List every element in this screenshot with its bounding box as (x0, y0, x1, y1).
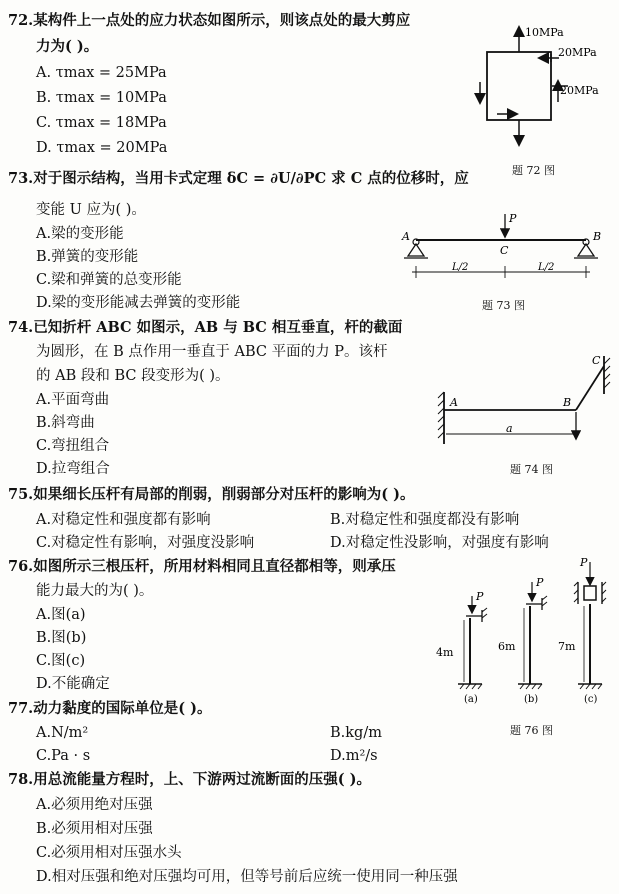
q75-option-b: B.对稳定性和强度都没有影响 (330, 512, 520, 528)
q73-stem-line2: 变能 U 应为( )。 (36, 202, 146, 218)
stress-element-square (487, 52, 551, 120)
q73-option-c: C.梁和弹簧的总变形能 (36, 272, 182, 288)
q72-option-d: D. τmax = 20MPa (36, 140, 168, 156)
q76-label-p-a: P (476, 590, 484, 603)
q72-stem-line2: 力为( )。 (36, 38, 99, 55)
q76-label-4m: 4m (436, 646, 454, 659)
q72-stress-element-figure (470, 22, 610, 152)
q77-option-c: C.Pa · s (36, 748, 91, 764)
q78-stem-line1: 78.用总流能量方程时，上、下游两过流断面的压强( )。 (8, 771, 371, 788)
q72-option-a: A. τmax = 25MPa (36, 65, 167, 81)
q73-label-a: A (402, 230, 410, 243)
q76-label-p-c: P (580, 556, 588, 569)
q73-label-p: P (509, 212, 517, 225)
q72-label-20mpa-top: 20MPa (558, 46, 597, 59)
q77-option-b: B.kg/m (330, 725, 382, 741)
q76-option-d: D.不能确定 (36, 676, 110, 692)
q77-option-a: A.N/m² (36, 725, 89, 741)
q73-option-b: B.弹簧的变形能 (36, 249, 139, 265)
q75-stem-line1: 75.如果细长压杆有局部的削弱，削弱部分对压杆的影响为( )。 (8, 486, 415, 503)
q74-label-c: C (592, 354, 601, 367)
q76-figure-caption: 题 76 图 (510, 724, 553, 737)
q72-stem-line1: 72.某构件上一点处的应力状态如图所示，则该点处的最大剪应 (8, 12, 411, 29)
q73-option-d: D.梁的变形能减去弹簧的变形能 (36, 295, 241, 311)
q76-label-c: (c) (584, 694, 598, 705)
q78-option-b: B.必须用相对压强 (36, 821, 153, 837)
q74-label-length-a: a (506, 422, 513, 435)
q73-figure-caption: 题 73 图 (482, 299, 525, 312)
q74-option-d: D.拉弯组合 (36, 461, 110, 477)
q76-columns-figure (430, 556, 610, 706)
q76-stem-line1: 76.如图所示三根压杆，所用材料相同且直径都相等，则承压 (8, 558, 396, 575)
q76-option-b: B.图(b) (36, 630, 87, 646)
q74-stem-line3: 的 AB 段和 BC 段变形为( )。 (36, 368, 230, 384)
q76-label-7m: 7m (558, 640, 576, 653)
q75-option-d: D.对稳定性没影响，对强度有影响 (330, 535, 549, 551)
q76-option-a: A.图(a) (36, 607, 86, 623)
q74-stem-line2: 为圆形，在 B 点作用一垂直于 ABC 平面的力 P。该杆 (36, 344, 388, 360)
q76-label-6m: 6m (498, 640, 516, 653)
q76-label-b: (b) (524, 694, 539, 705)
q76-stem-line2: 能力最大的为( )。 (36, 583, 154, 599)
q73-label-b: B (593, 230, 602, 243)
q76-label-p-b: P (536, 576, 544, 589)
q78-option-c: C.必须用相对压强水头 (36, 845, 182, 861)
q73-label-half2: L/2 (538, 262, 555, 273)
q72-option-b: B. τmax = 10MPa (36, 90, 167, 106)
q74-option-c: C.弯扭组合 (36, 438, 110, 454)
q74-figure-caption: 题 74 图 (510, 463, 553, 476)
q77-stem-line1: 77.动力黏度的国际单位是( )。 (8, 700, 212, 717)
q74-option-a: A.平面弯曲 (36, 392, 110, 408)
q73-stem-line1: 73.对于图示结构，当用卡式定理 δC = ∂U/∂PC 求 C 点的位移时，应 (8, 170, 469, 187)
q75-option-c: C.对稳定性有影响，对强度没影响 (36, 535, 255, 551)
q72-option-c: C. τmax = 18MPa (36, 115, 167, 131)
q73-option-a: A.梁的变形能 (36, 226, 124, 242)
q74-label-b: B (563, 396, 572, 409)
q75-option-a: A.对稳定性和强度都有影响 (36, 512, 211, 528)
q76-label-a: (a) (464, 694, 478, 705)
q74-option-b: B.斜弯曲 (36, 415, 95, 431)
q78-option-d: D.相对压强和绝对压强均可用，但等号前后应统一使用同一种压强 (36, 869, 458, 885)
q74-stem-line1: 74.已知折杆 ABC 如图示，AB 与 BC 相互垂直，杆的截面 (8, 319, 403, 336)
q74-bent-bar-figure (432, 352, 612, 452)
q74-label-a: A (450, 396, 458, 409)
q73-label-c: C (500, 244, 509, 257)
q72-label-20mpa-right: 20MPa (560, 84, 599, 97)
q72-label-10mpa: 10MPa (525, 26, 564, 39)
q73-label-half1: L/2 (452, 262, 469, 273)
q76-option-c: C.图(c) (36, 653, 86, 669)
q73-beam-figure (400, 212, 610, 287)
q77-option-d: D.m²/s (330, 748, 378, 764)
q78-option-a: A.必须用绝对压强 (36, 797, 153, 813)
q72-figure-caption: 题 72 图 (512, 164, 555, 177)
